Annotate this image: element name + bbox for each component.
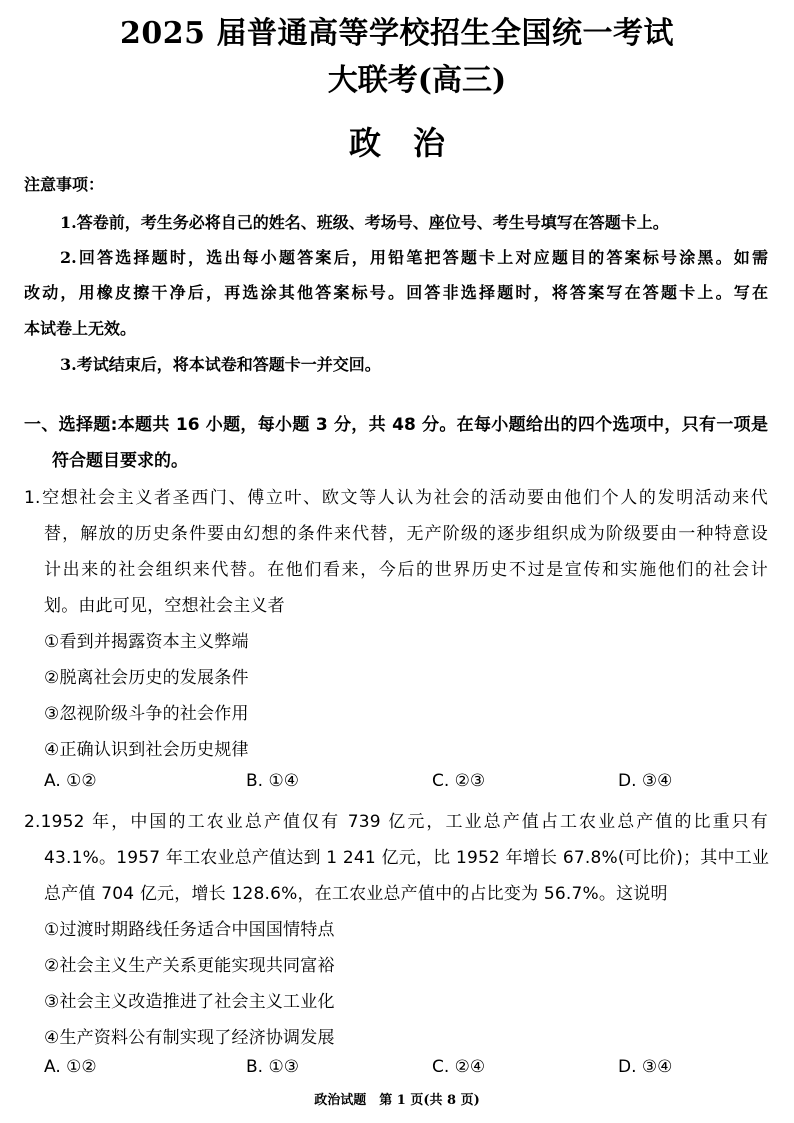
question-1-stem: 1.空想社会主义者圣西门、傅立叶、欧文等人认为社会的活动要由他们个人的发明活动来代 <box>24 488 768 508</box>
question-1-stem: 替，解放的历史条件要由幻想的条件来代替，无产阶级的逐步组织成为阶级要由一种特意设 <box>44 524 768 544</box>
question-2-statement: ①过渡时期路线任务适合中国国情特点 <box>44 920 335 940</box>
question-2-option-b[interactable]: B. ①③ <box>246 1057 299 1077</box>
question-2-stem: 2.1952 年，中国的工农业总产值仅有 739 亿元，工业总产值占工农业总产值的比重只有 <box>24 812 768 832</box>
section-heading: 一、选择题:本题共 16 小题，每小题 3 分，共 48 分。在每小题给出的四个选项中，只有一项是 <box>24 415 768 435</box>
notice-item: 本试卷上无效。 <box>24 319 137 338</box>
question-1-statement: ③忽视阶级斗争的社会作用 <box>44 704 249 724</box>
question-1-statement: ④正确认识到社会历史规律 <box>44 740 249 760</box>
question-2-option-c[interactable]: C. ②④ <box>432 1057 486 1077</box>
exam-subtitle: 大联考(高三) <box>327 63 507 98</box>
question-1-statement: ①看到并揭露资本主义弊端 <box>44 632 249 652</box>
subject-title: 政 治 <box>348 124 445 162</box>
section-heading-cont: 符合题目要求的。 <box>52 451 188 471</box>
question-2-stem: 43.1%。1957 年工农业总产值达到 1 241 亿元，比 1952 年增长 67.8%(可比价)；其中工业 <box>44 848 770 868</box>
question-2-option-d[interactable]: D. ③④ <box>618 1057 673 1077</box>
notice-item: 2.回答选择题时，选出每小题答案后，用铅笔把答题卡上对应题目的答案标号涂黑。如需 <box>60 248 768 267</box>
question-2-statement: ④生产资料公有制实现了经济协调发展 <box>44 1028 335 1048</box>
question-1-option-a[interactable]: A. ①② <box>44 771 97 791</box>
notice-item: 改动，用橡皮擦干净后，再选涂其他答案标号。回答非选择题时，将答案写在答题卡上。写在 <box>24 283 768 302</box>
notice-item: 3.考试结束后，将本试卷和答题卡一并交回。 <box>60 355 381 374</box>
question-1-statement: ②脱离社会历史的发展条件 <box>44 668 249 688</box>
notice-heading: 注意事项： <box>24 175 105 194</box>
question-1-option-c[interactable]: C. ②③ <box>432 771 486 791</box>
question-1-option-d[interactable]: D. ③④ <box>618 771 673 791</box>
question-2-statement: ③社会主义改造推进了社会主义工业化 <box>44 992 335 1012</box>
question-1-stem: 计出来的社会组织来代替。在他们看来，今后的世界历史不过是宣传和实施他们的社会计 <box>44 560 768 580</box>
notice-item: 1.答卷前，考生务必将自己的姓名、班级、考场号、座位号、考生号填写在答题卡上。 <box>60 213 669 232</box>
page-footer: 政治试题 第 1 页(共 8 页) <box>314 1093 480 1108</box>
exam-title: 2025 届普通高等学校招生全国统一考试 <box>120 16 674 51</box>
question-2-option-a[interactable]: A. ①② <box>44 1057 97 1077</box>
question-2-stem: 总产值 704 亿元，增长 128.6%，在工农业总产值中的占比变为 56.7%。这说明 <box>44 884 668 904</box>
question-1-stem: 划。由此可见，空想社会主义者 <box>44 596 285 616</box>
question-1-option-b[interactable]: B. ①④ <box>246 771 299 791</box>
question-2-statement: ②社会主义生产关系更能实现共同富裕 <box>44 956 335 976</box>
